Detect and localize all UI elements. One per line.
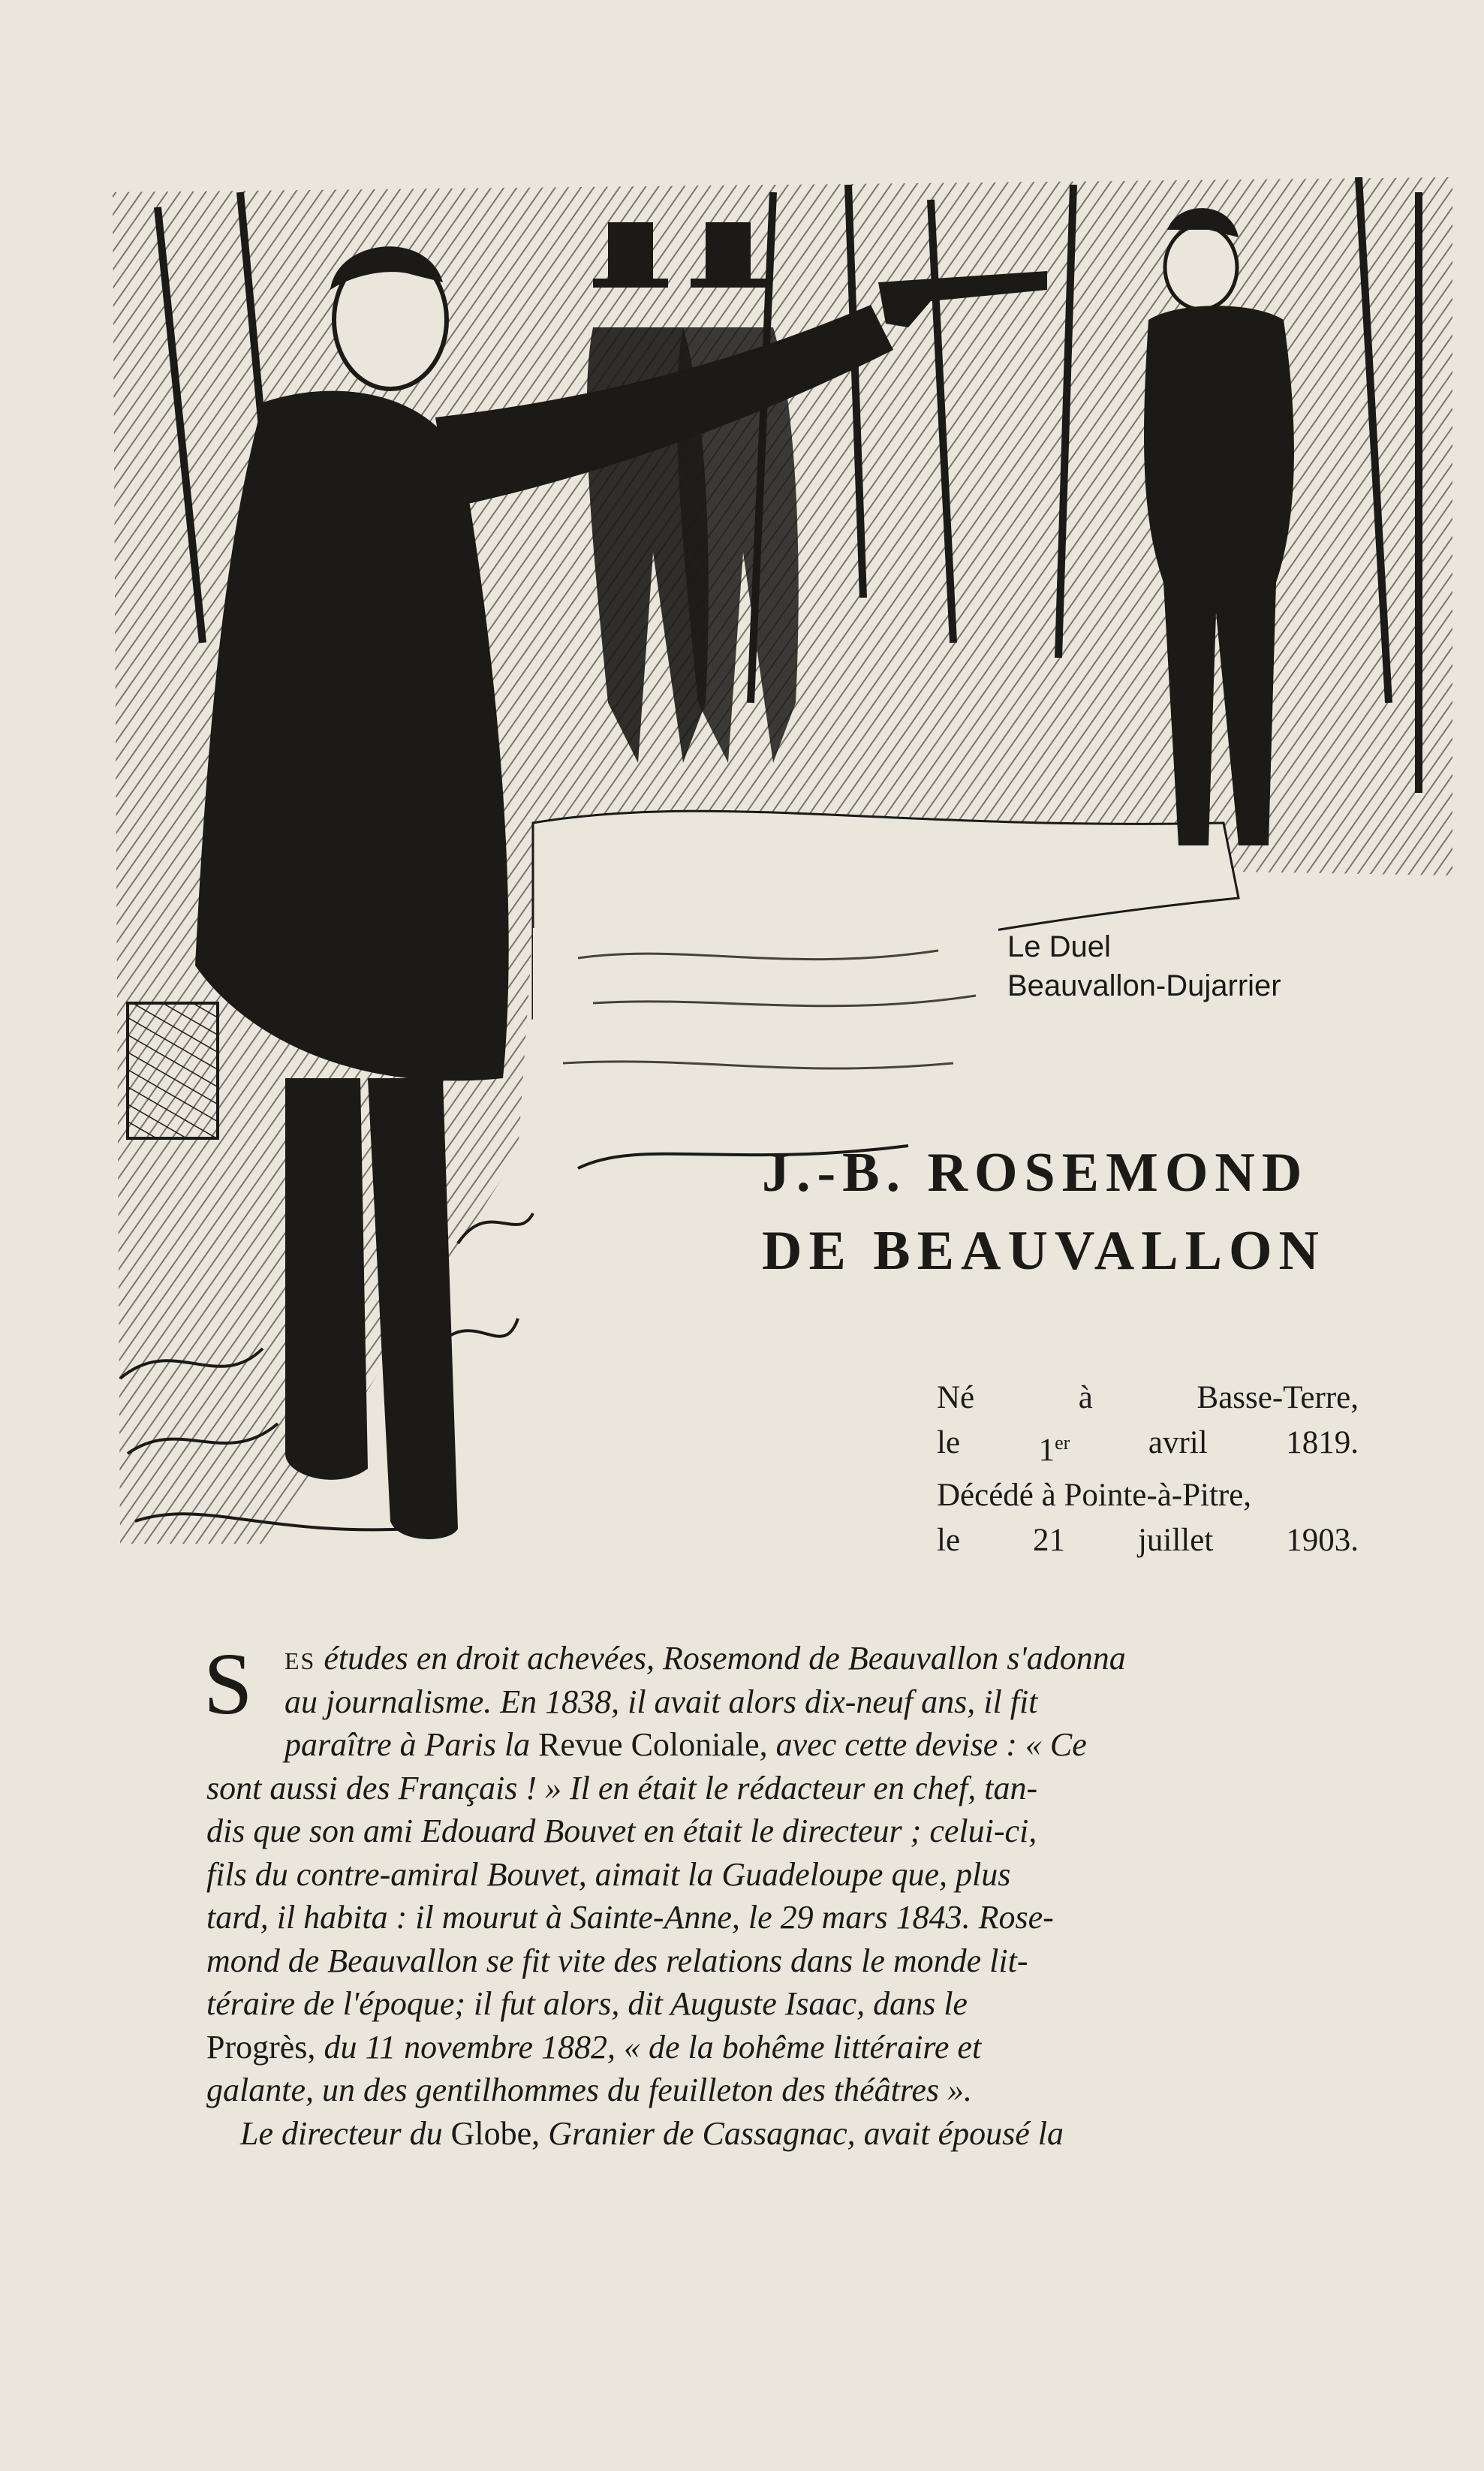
died-text: Décédé à Pointe-à-Pitre, bbox=[937, 1478, 1252, 1514]
text-line: sont aussi des Français ! » Il en était le rédacteur en chef, tan- bbox=[206, 1769, 1038, 1807]
body-paragraph bbox=[203, 1635, 1347, 2155]
birth-place-line bbox=[937, 1376, 1359, 1421]
text-line: téraire de l'époque; il fut alors, dit Auguste Isaac, dans le bbox=[206, 1985, 968, 2022]
caption-line-1: Le Duel bbox=[1007, 930, 1111, 963]
illustration-caption bbox=[1007, 927, 1281, 1005]
death-place-line bbox=[937, 1473, 1359, 1518]
dropcap-rest: ES bbox=[284, 1647, 316, 1674]
born-year: 1819. bbox=[1286, 1425, 1359, 1460]
text-line: tard, il habita : il mourut à Sainte-Anne, le 29 mars 1843. Rose- bbox=[206, 1899, 1054, 1936]
text-line: Le directeur du Globe, Granier de Cassagnac, avait épousé la bbox=[240, 2114, 1064, 2152]
life-dates bbox=[937, 1376, 1359, 1563]
text-line: ES études en droit achevées, Rosemond de Beauvallon s'adonna bbox=[284, 1640, 1126, 1677]
text-line: galante, un des gentilhommes du feuilleton des théâtres ». bbox=[206, 2072, 972, 2108]
text-line: fils du contre-amiral Bouvet, aimait la Guadeloupe que, plus bbox=[206, 1855, 1011, 1893]
chapter-title bbox=[762, 1134, 1326, 1290]
born-month: avril bbox=[1148, 1425, 1208, 1460]
caption-line-2: Beauvallon-Dujarrier bbox=[1007, 969, 1281, 1002]
died-month: juillet bbox=[1137, 1523, 1214, 1559]
died-year: 1903. bbox=[1286, 1523, 1359, 1559]
title-line-1: J.-B. ROSEMOND bbox=[762, 1142, 1309, 1204]
died-day: 21 bbox=[1033, 1523, 1065, 1559]
title-line-2: DE BEAUVALLON bbox=[762, 1220, 1326, 1282]
born-place: Basse-Terre, bbox=[1197, 1380, 1359, 1415]
text-line: Progrès, du 11 novembre 1882, « de la bohême littéraire et bbox=[206, 2028, 982, 2066]
text-line: dis que son ami Edouard Bouvet en était le directeur ; celui-ci, bbox=[206, 1813, 1037, 1849]
text-line: mond de Beauvallon se fit vite des relations dans le monde lit- bbox=[206, 1942, 1028, 1979]
death-date-line bbox=[937, 1518, 1359, 1563]
died-le: le bbox=[937, 1523, 961, 1559]
birth-date-line bbox=[937, 1421, 1359, 1473]
duel-illustration bbox=[113, 177, 1452, 1544]
born-label: Né bbox=[937, 1380, 975, 1415]
drop-cap: S bbox=[203, 1635, 253, 1733]
born-prep: à bbox=[1078, 1380, 1093, 1415]
born-le: le bbox=[937, 1425, 961, 1460]
text-line: au journalisme. En 1838, il avait alors dix-neuf ans, il fit bbox=[284, 1683, 1038, 1720]
born-day: 1er bbox=[1038, 1432, 1070, 1469]
text-line: paraître à Paris la Revue Coloniale, avec cette devise : « Ce bbox=[284, 1726, 1087, 1763]
